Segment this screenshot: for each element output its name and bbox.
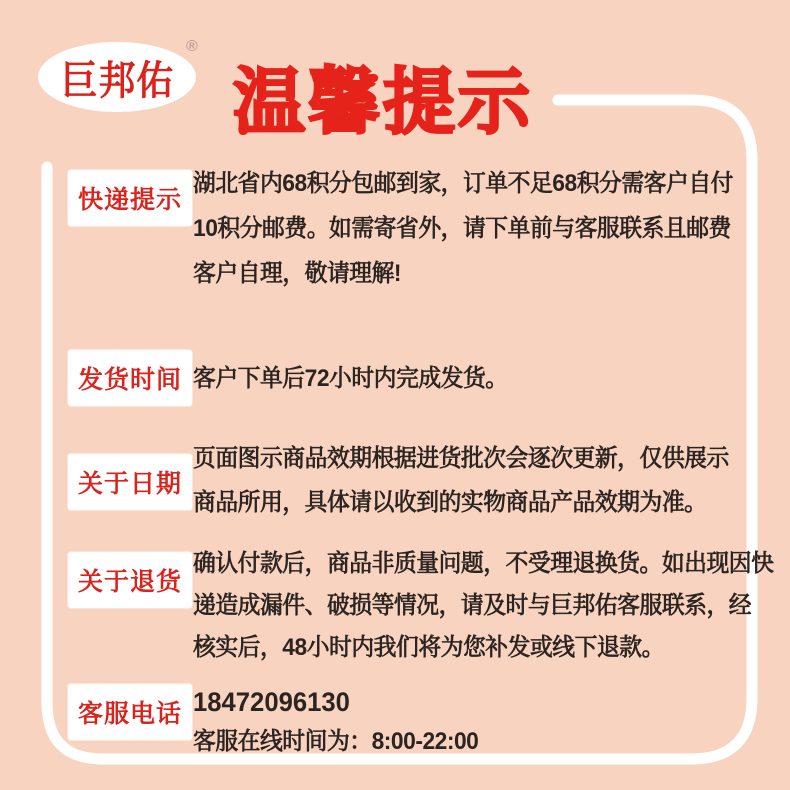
text-line: 湖北省内68积分包邮到家，订单不足68积分需客户自付 bbox=[193, 170, 733, 197]
section-label-text: 快递提示 bbox=[77, 186, 182, 214]
section-label-shipping-time bbox=[68, 350, 192, 406]
brand-logo bbox=[38, 42, 196, 112]
text-line: 客户自理，敬请理解! bbox=[193, 260, 402, 287]
text-line: 10积分邮费。如需寄省外，请下单前与客服联系且邮费 bbox=[193, 215, 731, 242]
page-title: 温馨提示 bbox=[233, 63, 534, 143]
service-phone-number: 18472096130 bbox=[193, 686, 350, 717]
section-label-about-returns bbox=[68, 552, 192, 608]
text-line: 商品所用，具体请以收到的实物商品产品效期为准。 bbox=[193, 488, 707, 516]
registered-trademark-icon: ® bbox=[186, 38, 198, 55]
section-label-text: 关于退货 bbox=[77, 568, 182, 596]
section-label-service-phone bbox=[68, 684, 192, 740]
text-line: 页面图示商品效期根据进货批次会逐次更新，仅供展示 bbox=[193, 444, 729, 472]
text-line: 客户下单后72小时内完成发货。 bbox=[193, 364, 508, 392]
section-label-express-tips bbox=[68, 170, 192, 226]
section-body-about-returns bbox=[193, 539, 774, 665]
text-line: 核实后，48小时内我们将为您补发或线下退款。 bbox=[193, 633, 664, 661]
section-label-text: 客服电话 bbox=[77, 700, 182, 728]
section-label-text: 关于日期 bbox=[77, 470, 182, 498]
section-label-about-dates bbox=[68, 454, 192, 510]
service-online-hours: 客服在线时间为：8:00-22:00 bbox=[193, 727, 479, 755]
brand-logo-text: 巨邦佑 bbox=[60, 58, 174, 103]
section-label-text: 发货时间 bbox=[77, 366, 182, 394]
section-body-shipping-time bbox=[193, 355, 763, 395]
section-body-service-phone bbox=[193, 684, 763, 756]
text-line: 确认付款后，商品非质量问题，不受理退换货。如出现因快 bbox=[193, 549, 774, 577]
text-line: 递造成漏件、破损等情况，请及时与巨邦佑客服联系，经 bbox=[193, 591, 752, 619]
section-body-about-dates bbox=[193, 433, 763, 521]
section-body-express-tips bbox=[193, 158, 763, 293]
